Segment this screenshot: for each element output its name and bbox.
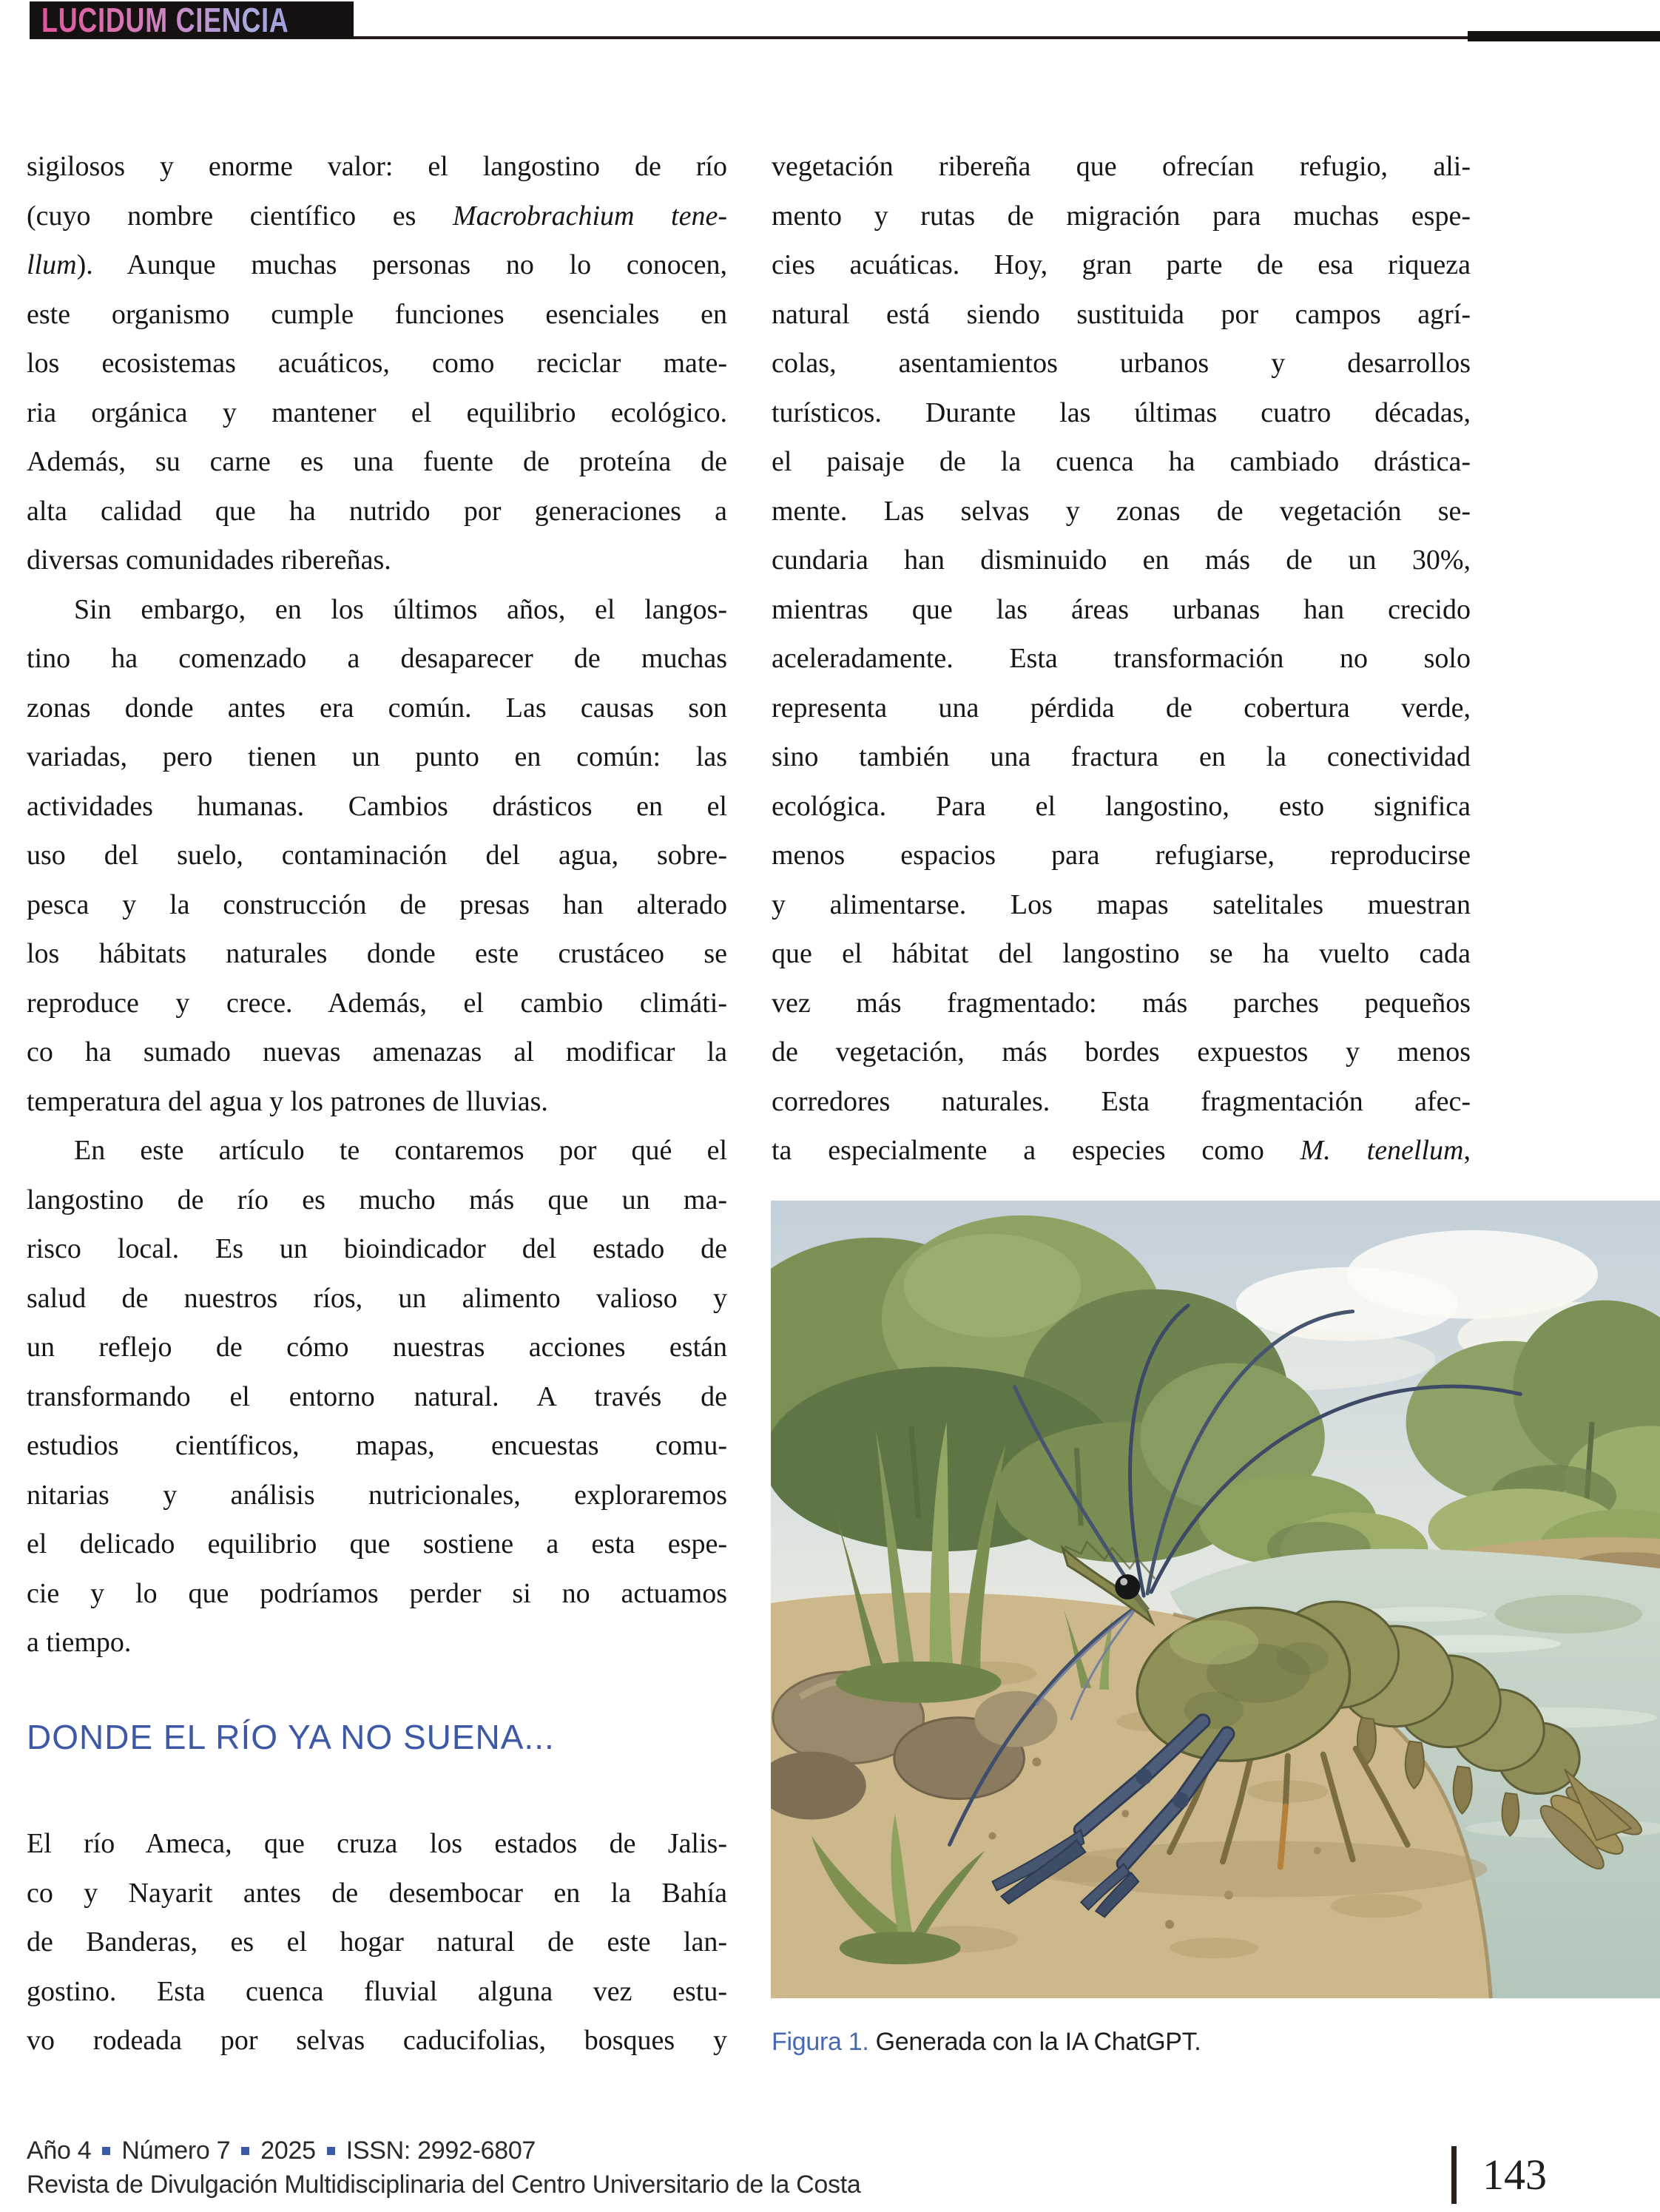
text-line: y alimentarse. Los mapas satelitales muestran xyxy=(772,888,1471,920)
text-line: vez más fragmentado: más parches pequeños xyxy=(772,987,1471,1019)
text-line: (cuyo nombre científico es Macrobrachium tene- xyxy=(27,200,727,232)
text-line: temperatura del agua y los patrones de lluvias. xyxy=(27,1085,548,1117)
text-line: En este artículo te contaremos por qué el xyxy=(74,1135,727,1166)
footer-issue-line xyxy=(27,2137,536,2165)
separator-square-icon xyxy=(327,2147,335,2155)
text-line: el delicado equilibrio que sostiene a esta espe- xyxy=(27,1528,727,1559)
footer-issn: ISSN: 2992-6807 xyxy=(345,2137,536,2165)
text-line: corredores naturales. Esta fragmentación afec- xyxy=(772,1085,1471,1117)
text-line: mientras que las áreas urbanas han crecido xyxy=(772,593,1471,625)
left-column-text-after-heading xyxy=(27,1819,727,2066)
masthead-brand-box xyxy=(30,1,354,38)
section-heading: DONDE EL RÍO YA NO SUENA... xyxy=(27,1718,555,1756)
text-line: Sin embargo, en los últimos años, el langos- xyxy=(74,593,727,625)
text-line: co ha sumado nuevas amenazas al modificar la xyxy=(27,1036,727,1068)
text-line: cies acuáticas. Hoy, gran parte de esa riqueza xyxy=(772,249,1471,280)
prawn-eye xyxy=(1115,1574,1140,1599)
text-line: alta calidad que ha nutrido por generaciones a xyxy=(27,495,727,527)
text-line: transformando el entorno natural. A través de xyxy=(27,1380,727,1412)
text-line: colas, asentamientos urbanos y desarrollos xyxy=(772,348,1471,379)
figure-illustration xyxy=(771,1200,1660,1999)
text-line: un reflejo de cómo nuestras acciones están xyxy=(27,1332,727,1363)
text-line: representa una pérdida de cobertura verde, xyxy=(772,692,1471,724)
text-line: cie y lo que podríamos perder si no actuamos xyxy=(27,1577,727,1609)
text-line: langostino de río es mucho más que un ma- xyxy=(27,1184,727,1215)
text-line: nitarias y análisis nutricionales, exploraremos xyxy=(27,1479,727,1511)
text-line: tino ha comenzado a desaparecer de muchas xyxy=(27,643,727,674)
figure-caption-label: Figura 1. xyxy=(772,2028,869,2056)
footer-year: Año 4 xyxy=(27,2137,92,2165)
text-line: salud de nuestros ríos, un alimento valioso y xyxy=(27,1282,727,1314)
text-line: co y Nayarit antes de desembocar en la Bahía xyxy=(27,1877,727,1909)
text-line: cundaria han disminuido en más de un 30%, xyxy=(772,544,1471,576)
prawn-river-watercolor xyxy=(771,1200,1660,1999)
text-line: turísticos. Durante las últimas cuatro décadas, xyxy=(772,397,1471,428)
masthead-corner-bar xyxy=(1468,31,1660,41)
text-line: de vegetación, más bordes expuestos y menos xyxy=(772,1036,1471,1068)
text-line: aceleradamente. Esta transformación no solo xyxy=(772,643,1471,674)
footer-journal-name: Revista de Divulgación Multidisciplinaria del Centro Universitario de la Costa xyxy=(27,2171,861,2199)
text-line: natural está siendo sustituida por campos agrí- xyxy=(772,298,1471,330)
text-line: este organismo cumple funciones esenciales en xyxy=(27,298,727,330)
text-line: estudios científicos, mapas, encuestas comu- xyxy=(27,1430,727,1461)
text-line: zonas donde antes era común. Las causas son xyxy=(27,692,727,724)
page-number-bar xyxy=(1451,2146,1457,2204)
text-line: uso del suelo, contaminación del agua, sobre- xyxy=(27,840,727,871)
masthead-brand: LUCIDUM CIENCIA xyxy=(41,1,289,39)
text-line: actividades humanas. Cambios drásticos en el xyxy=(27,790,727,822)
text-line: que el hábitat del langostino se ha vuelto cada xyxy=(772,938,1471,969)
text-line: reproduce y crece. Además, el cambio climáti- xyxy=(27,987,727,1019)
text-line: Además, su carne es una fuente de proteína de xyxy=(27,446,727,477)
text-line: menos espacios para refugiarse, reproducirse xyxy=(772,840,1471,871)
figure-caption xyxy=(772,2028,1201,2057)
text-line: gostino. Esta cuenca fluvial alguna vez estu- xyxy=(27,1975,727,2007)
footer-date: 2025 xyxy=(260,2137,316,2165)
figure-caption-text: Generada con la IA ChatGPT. xyxy=(868,2028,1201,2056)
text-line: pesca y la construcción de presas han alterado xyxy=(27,888,727,920)
text-line: sino también una fractura en la conectividad xyxy=(772,741,1471,772)
separator-square-icon xyxy=(241,2147,249,2155)
text-line: a tiempo. xyxy=(27,1627,132,1658)
text-line: los hábitats naturales donde este crustáceo se xyxy=(27,938,727,969)
footer-number: Número 7 xyxy=(121,2137,231,2165)
text-line: diversas comunidades ribereñas. xyxy=(27,544,391,576)
text-line: ta especialmente a especies como M. tenellum, xyxy=(772,1135,1471,1166)
text-line: de Banderas, es el hogar natural de este lan- xyxy=(27,1926,727,1958)
text-line: vegetación ribereña que ofrecían refugio, ali- xyxy=(772,151,1471,182)
text-line: variadas, pero tienen un punto en común: las xyxy=(27,741,727,772)
text-line: ecológica. Para el langostino, esto significa xyxy=(772,790,1471,822)
page-number: 143 xyxy=(1482,2151,1547,2199)
text-line: vo rodeada por selvas caducifolias, bosques y xyxy=(27,2025,727,2056)
text-line: risco local. Es un bioindicador del estado de xyxy=(27,1233,727,1264)
text-line: mento y rutas de migración para muchas espe- xyxy=(772,200,1471,232)
text-line: El río Ameca, que cruza los estados de Jalis- xyxy=(27,1828,727,1859)
text-line: el paisaje de la cuenca ha cambiado drástica- xyxy=(772,446,1471,477)
text-line: llum). Aunque muchas personas no lo conocen, xyxy=(27,249,727,280)
separator-square-icon xyxy=(102,2147,110,2155)
text-line: mente. Las selvas y zonas de vegetación se- xyxy=(772,495,1471,527)
right-column-text xyxy=(772,142,1471,1176)
text-line: sigilosos y enorme valor: el langostino de río xyxy=(27,151,727,182)
text-line: ria orgánica y mantener el equilibrio ecológico. xyxy=(27,397,727,428)
left-column-text xyxy=(27,142,727,1668)
text-line: los ecosistemas acuáticos, como reciclar mate- xyxy=(27,348,727,379)
